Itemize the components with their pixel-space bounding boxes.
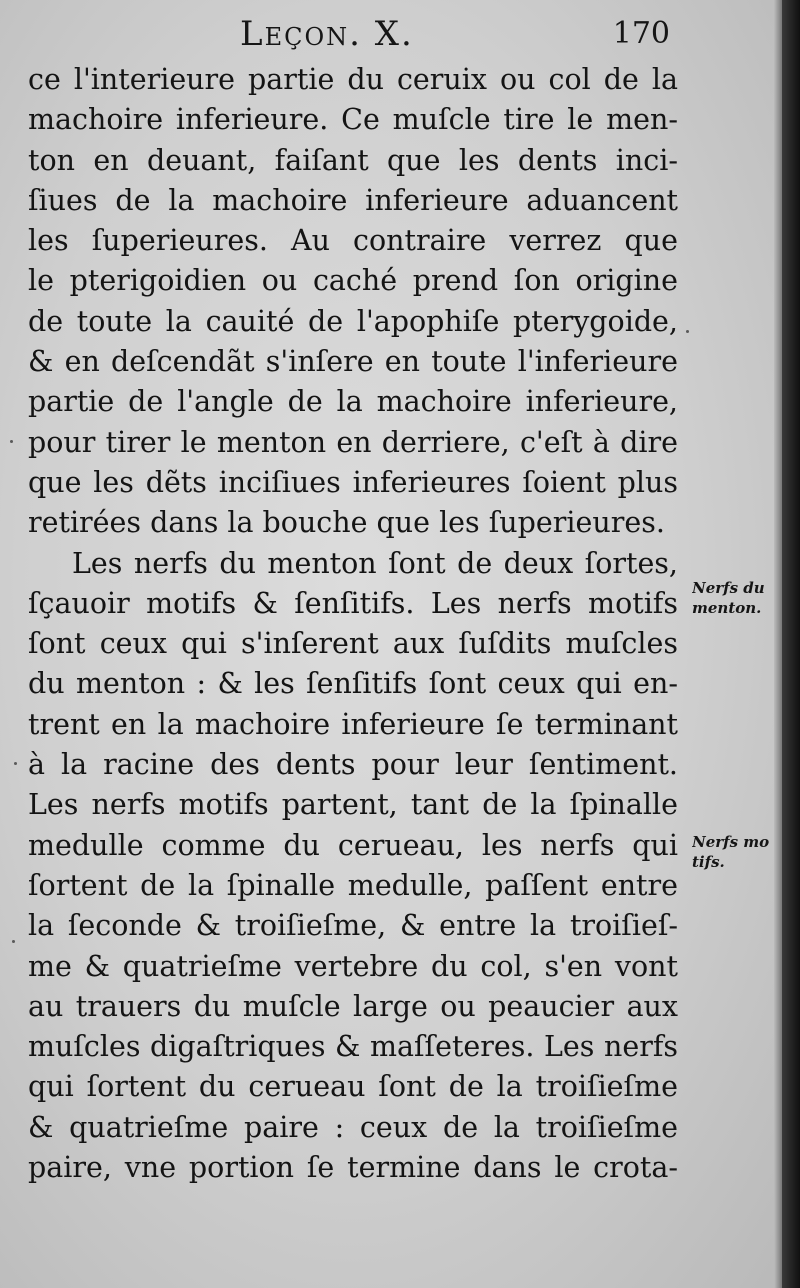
text-line: Les nerfs motifs partent, tant de la ſpinalle xyxy=(28,788,678,822)
text-line: retirées dans la bouche que les ſuperieures. xyxy=(28,506,665,540)
text-line: au trauers du muſcle large ou peaucier aux xyxy=(28,989,678,1023)
page-header xyxy=(240,14,670,58)
text-line: ce l'interieure partie du ceruix ou col de la xyxy=(28,63,678,96)
text-line: pour tirer le menton en derriere, c'eſt à dire xyxy=(28,425,678,459)
paper-speck xyxy=(14,762,17,765)
text-line: ſont ceux qui s'inſerent aux ſuſdits muſcles xyxy=(28,627,678,661)
page-number: 170 xyxy=(612,16,670,51)
margin-note-line: menton. xyxy=(692,599,762,617)
text-line: & quatrieſme paire : ceux de la troiſieſme xyxy=(28,1110,678,1144)
text-line: ſortent de la ſpinalle medulle, paſſent entre xyxy=(28,868,678,902)
text-line: ton en deuant, faiſant que les dents inci- xyxy=(28,143,678,177)
text-line: qui ſortent du cerueau ſont de la troiſieſme xyxy=(28,1070,678,1104)
paper-speck xyxy=(12,940,15,943)
text-line: me & quatrieſme vertebre du col, s'en vont xyxy=(28,949,678,983)
margin-note-line: Nerfs du xyxy=(692,579,765,597)
margin-note-line: tifs. xyxy=(692,853,725,871)
body-text xyxy=(28,60,678,1188)
text-line: medulle comme du cerueau, les nerfs qui xyxy=(28,828,678,862)
paper-speck xyxy=(10,440,13,443)
text-line: muſcles digaſtriques & maſſeteres. Les nerfs xyxy=(28,1030,678,1064)
page-gutter-shadow xyxy=(774,0,782,1288)
text-line: ſçauoir motifs & ſenſitifs. Les nerfs motifs xyxy=(28,586,678,620)
binding-edge xyxy=(782,0,800,1288)
margin-note-nerfs-du-menton xyxy=(692,578,782,618)
text-line: paire, vne portion ſe termine dans le crota- xyxy=(28,1151,678,1185)
margin-note-nerfs-motifs xyxy=(692,832,782,872)
text-line: du menton : & les ſenſitifs ſont ceux qui en- xyxy=(28,667,678,701)
text-line: à la racine des dents pour leur ſentiment. xyxy=(28,748,678,782)
text-line: machoire inferieure. Ce muſcle tire le men- xyxy=(28,103,678,137)
margin-note-line: Nerfs mo xyxy=(692,833,770,851)
text-line: que les dẽts inciſiues inferieures ſoient plus xyxy=(28,465,678,499)
text-line: de toute la cauité de l'apophiſe pterygoide, xyxy=(28,304,678,338)
text-line: partie de l'angle de la machoire inferieure, xyxy=(28,385,678,419)
paragraph-first-line: Les nerfs du menton ſont de deux ſortes, xyxy=(72,546,678,580)
text-line: trent en la machoire inferieure ſe terminant xyxy=(28,707,678,741)
running-title: Leçon. X. xyxy=(240,14,414,54)
text-line: la ſeconde & troiſieſme, & entre la troiſieſ- xyxy=(28,909,678,943)
text-line: & en deſcendãt s'inſere en toute l'inferieure xyxy=(28,345,678,379)
text-line: le pterigoidien ou caché prend ſon origine xyxy=(28,264,678,298)
text-line: les ſuperieures. Au contraire verrez que xyxy=(28,224,678,258)
text-line: ſiues de la machoire inferieure aduancent xyxy=(28,183,678,217)
paper-speck xyxy=(686,330,689,333)
